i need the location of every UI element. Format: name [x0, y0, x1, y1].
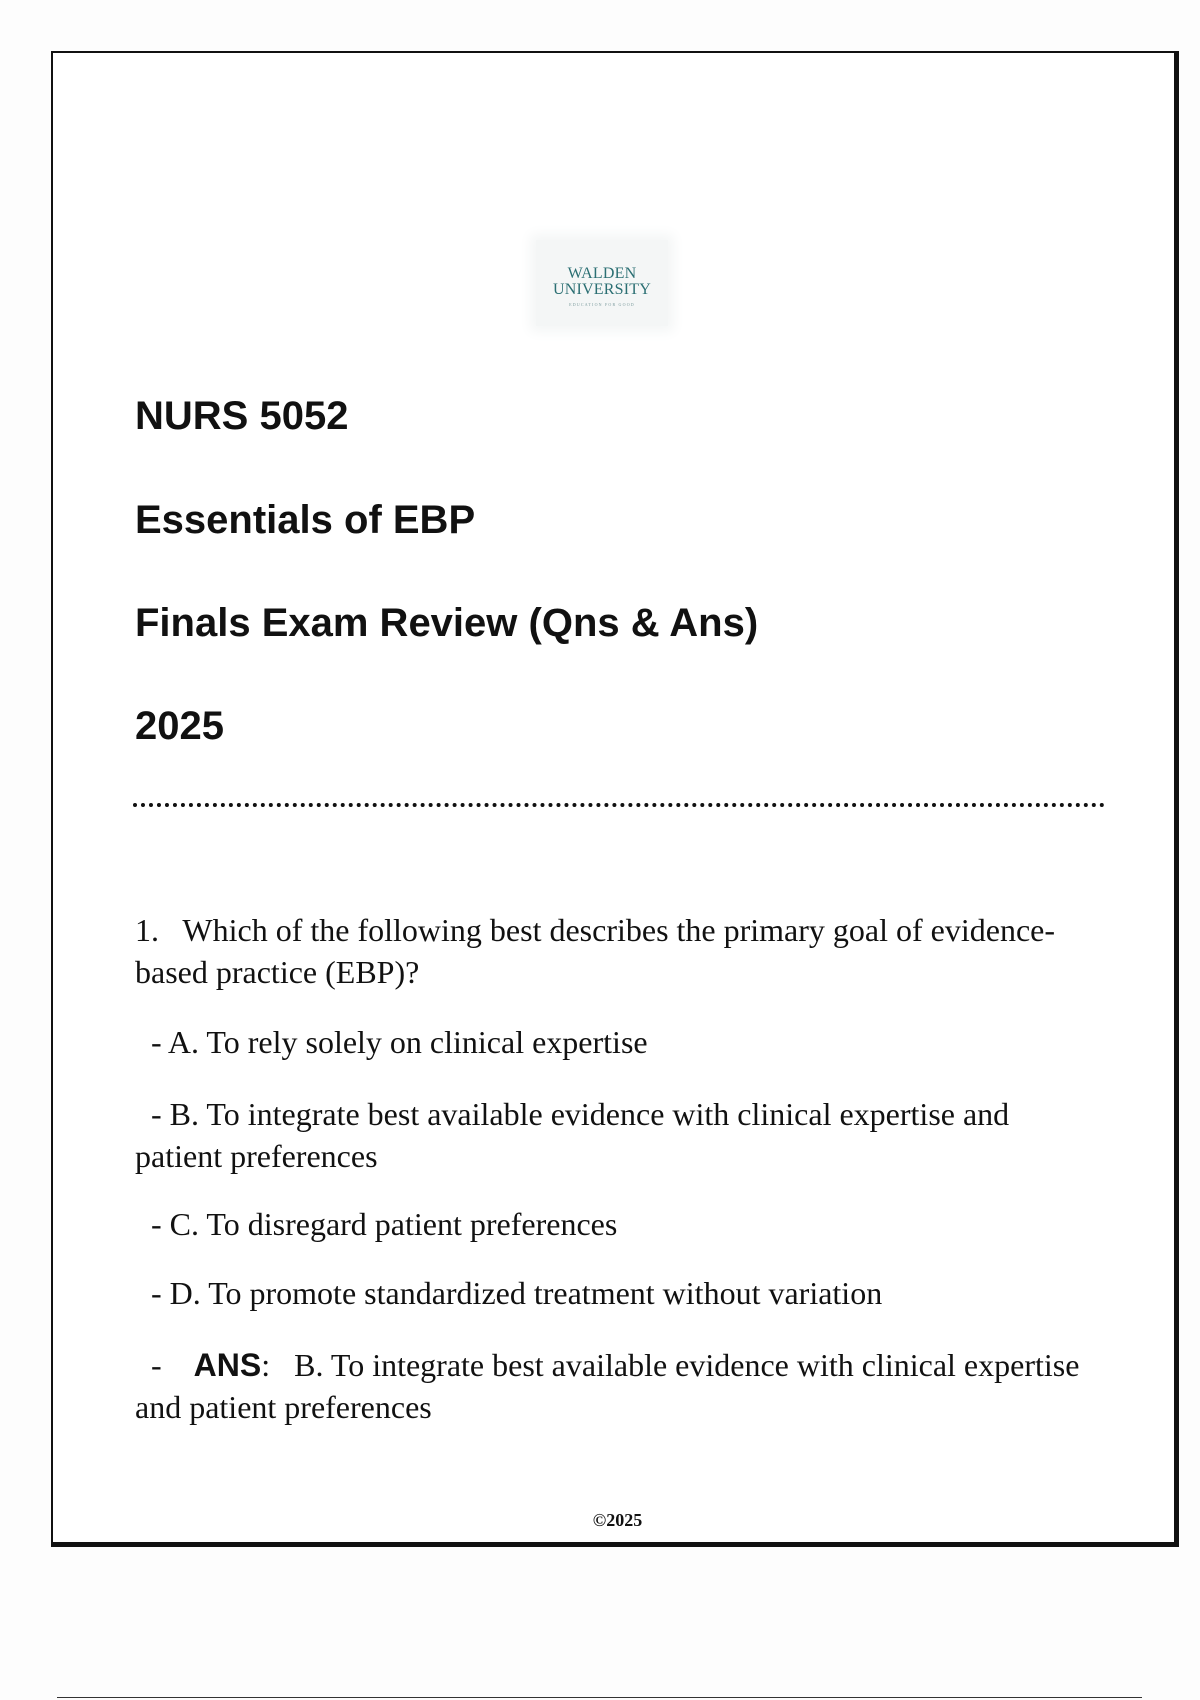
option-c [135, 1203, 1095, 1245]
logo-line-2: UNIVERSITY [553, 281, 651, 298]
option-c-text: - C. To disregard patient preferences [151, 1206, 618, 1242]
year-heading: 2025 [135, 704, 224, 748]
answer-prefix: - [151, 1347, 162, 1383]
question-1 [135, 909, 1095, 993]
logo-line-1: WALDEN [567, 265, 637, 282]
document-title-heading: Finals Exam Review (Qns & Ans) [135, 601, 759, 645]
dotted-divider [133, 803, 1105, 807]
option-b [135, 1093, 1095, 1177]
question-number: 1. [135, 912, 159, 948]
course-title-heading: Essentials of EBP [135, 498, 476, 542]
answer-text: B. To integrate best available evidence with clinical expertise and patient preferences [135, 1347, 1080, 1425]
walden-university-logo [536, 240, 668, 326]
course-code-heading: NURS 5052 [135, 394, 349, 438]
option-d [135, 1272, 1095, 1314]
copyright-footer: ©2025 [592, 1510, 643, 1530]
option-b-text: - B. To integrate best available evidence with clinical expertise and patient preferences [135, 1096, 1010, 1174]
answer-label: ANS [193, 1347, 262, 1383]
option-d-text: - D. To promote standardized treatment without variation [151, 1275, 883, 1311]
bottom-rule [57, 1697, 1142, 1698]
logo-tagline: EDUCATION FOR GOOD [569, 302, 635, 307]
option-a-text: - A. To rely solely on clinical expertise [151, 1024, 648, 1060]
question-text: Which of the following best describes the primary goal of evidence-based practice (EBP)? [135, 912, 1056, 990]
answer: - ANS: B. To integrate best available evidence with clinical expertise and patient preferences [135, 1347, 1080, 1425]
option-a [135, 1021, 1095, 1063]
